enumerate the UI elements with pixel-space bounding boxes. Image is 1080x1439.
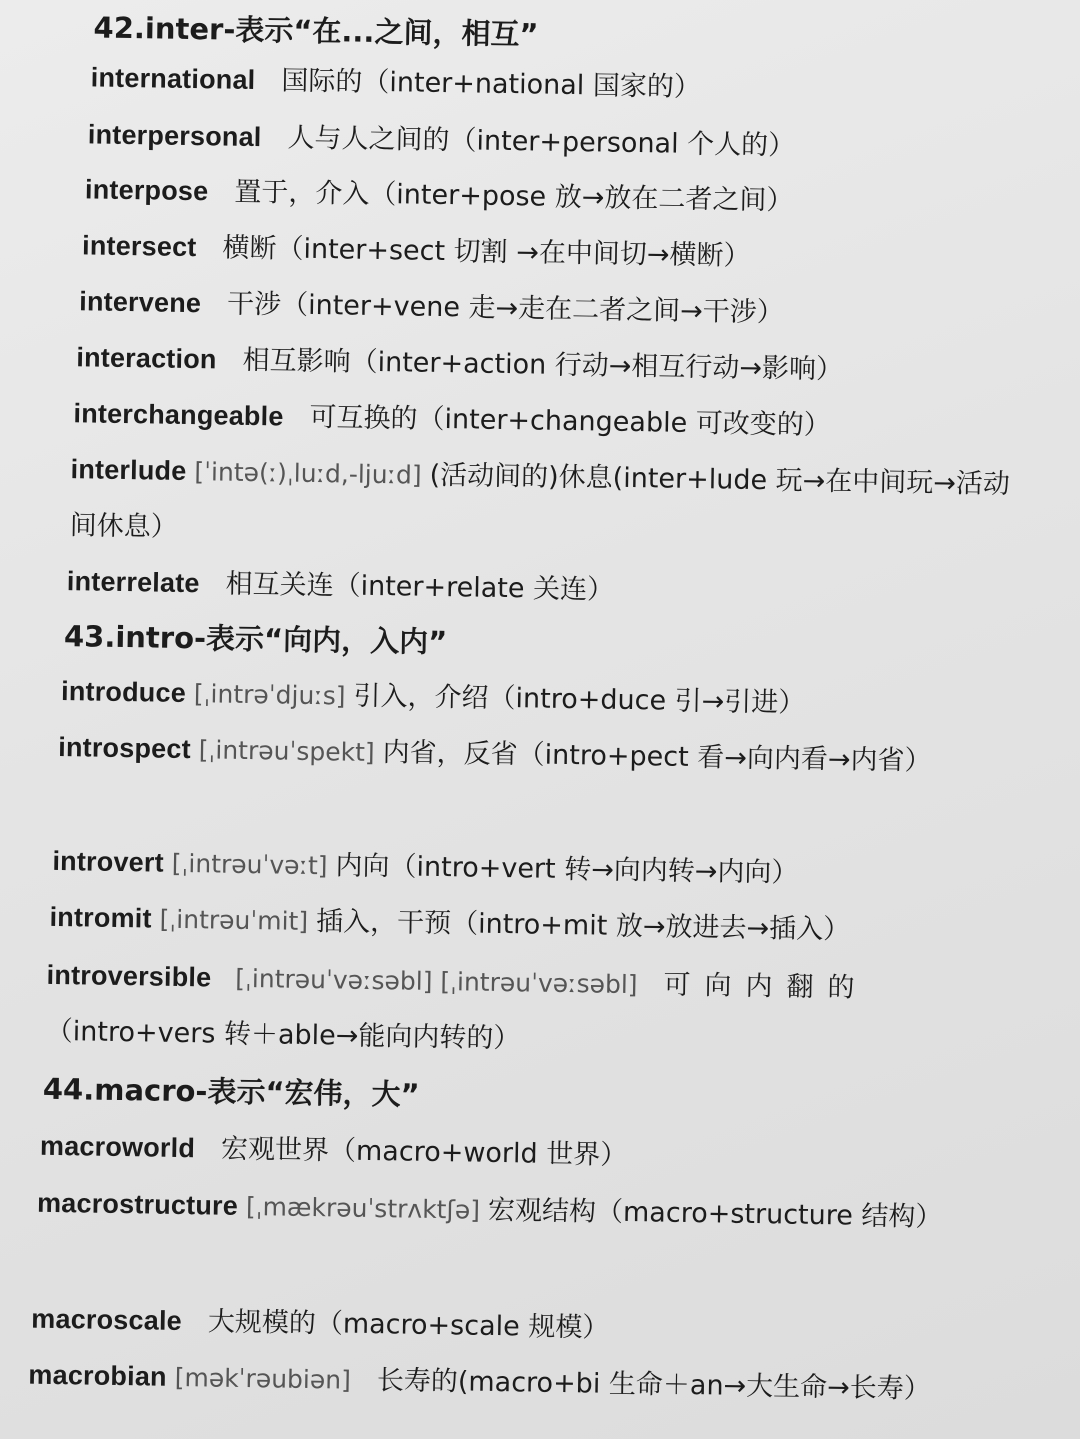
entry-word: introvert bbox=[52, 845, 165, 878]
entry-etymology: （intro+mit 放→放进去→插入） bbox=[450, 908, 851, 946]
entry-phonetic: [ˈintə(ː)ˌluːd,-ljuːd] bbox=[194, 457, 422, 490]
entry-phonetic: [ˌintrəuˈvəːsəbl] [ˌintrəuˈvəːsəbl] bbox=[235, 963, 638, 1000]
entry-definition: 宏观世界 bbox=[220, 1133, 330, 1167]
entry-word: introspect bbox=[58, 732, 192, 765]
entry-definition: 置于，介入 bbox=[234, 176, 370, 210]
entry-etymology: （macro+structure 结构） bbox=[595, 1196, 943, 1233]
entry-word: macroscale bbox=[31, 1303, 183, 1337]
entry-etymology: （macro+scale 规模） bbox=[315, 1308, 610, 1344]
entry-word: macroworld bbox=[39, 1130, 196, 1164]
entry-etymology: （inter+pose 放→放在二者之间） bbox=[369, 178, 794, 217]
entry-definition: 可互换的 bbox=[309, 401, 418, 435]
entry-definition: 干涉 bbox=[226, 288, 282, 321]
entry-etymology: （intro+pect 看→向内看→内省） bbox=[517, 739, 932, 777]
entry-word: interpose bbox=[84, 174, 209, 207]
entry-word: interrelate bbox=[66, 566, 200, 599]
entry-etymology: （intro+vers 转＋able→能向内转的） bbox=[45, 1015, 521, 1055]
section-heading-macro: 44.macro-表示“宏伟，大” bbox=[42, 1071, 420, 1112]
entry-definition: 长寿的 bbox=[376, 1365, 459, 1398]
entry-interrelate bbox=[66, 553, 614, 619]
entry-phonetic: [ˌintrəuˈmit] bbox=[159, 904, 309, 936]
section-heading-intro: 43.intro-表示“向内，入内” bbox=[63, 619, 448, 660]
entry-definition: 引入，介绍 bbox=[353, 680, 489, 714]
entry-interlude bbox=[69, 441, 1021, 569]
entry-phonetic: [ˌintrəˈdjuːs] bbox=[193, 679, 346, 711]
entry-word: interchangeable bbox=[73, 398, 284, 432]
entry-word: interlude bbox=[70, 454, 187, 486]
entry-word: intersect bbox=[81, 230, 197, 263]
entry-word: intromit bbox=[49, 901, 152, 934]
entry-word: introversible bbox=[46, 959, 212, 993]
entry-etymology: （inter+sect 切割 →在中间切→横断） bbox=[276, 233, 751, 272]
entry-definition: 国际的 bbox=[281, 65, 363, 98]
entry-macroworld bbox=[40, 1118, 628, 1184]
entry-definition: 相互关连 bbox=[225, 568, 334, 602]
entry-etymology: （inter+changeable 可改变的） bbox=[417, 403, 832, 442]
entry-definition: 可向内翻的 bbox=[663, 969, 869, 1004]
entry-phonetic: [ˌintrəuˈvəːt] bbox=[171, 848, 328, 881]
entry-etymology: （inter+relate 关连） bbox=[333, 570, 615, 606]
entry-word: introduce bbox=[60, 676, 187, 709]
entry-etymology: （inter+national 国家的） bbox=[362, 66, 702, 104]
entry-definition: 内省，反省 bbox=[382, 737, 518, 771]
entry-phonetic: [məkˈrəubiən] bbox=[174, 1362, 352, 1395]
entry-phonetic: [ˌintrəuˈspekt] bbox=[198, 735, 375, 767]
entry-definition: (活动间的)休息 bbox=[429, 459, 613, 494]
entry-etymology: （intro+vert 转→向内转→内向） bbox=[389, 851, 799, 889]
entry-etymology: （inter+action 行动→相互行动→影响） bbox=[350, 346, 844, 386]
entry-etymology: （macro+world 世界） bbox=[328, 1135, 628, 1171]
entry-introversible bbox=[45, 947, 1017, 1075]
entry-definition: 横断 bbox=[222, 232, 277, 265]
entry-international bbox=[90, 49, 701, 116]
entry-etymology: （inter+vene 走→走在二者之间→干涉） bbox=[280, 289, 784, 329]
entry-definition: 大规模的 bbox=[207, 1306, 317, 1340]
entry-word: macrobian bbox=[28, 1359, 167, 1392]
entry-word: intervene bbox=[79, 286, 202, 319]
entry-etymology: （intro+duce 引→引进） bbox=[488, 682, 806, 719]
entry-word: interpersonal bbox=[87, 119, 262, 153]
entry-macrostructure bbox=[37, 1175, 1013, 1247]
entry-word: interaction bbox=[76, 342, 217, 375]
entry-macroscale bbox=[31, 1291, 610, 1357]
entry-word: international bbox=[90, 62, 256, 96]
entry-phonetic: [ˌmækrəuˈstrʌktʃə] bbox=[245, 1192, 481, 1225]
entry-definition: 人与人之间的 bbox=[287, 122, 450, 157]
entry-word: macrostructure bbox=[36, 1187, 239, 1221]
entry-etymology: (inter+lude 玩→在中间玩→活动间休息） bbox=[69, 462, 1011, 543]
entry-macrobian bbox=[28, 1347, 1009, 1419]
entry-definition: 宏观结构 bbox=[487, 1194, 597, 1228]
entry-etymology: （inter+personal 个人的） bbox=[449, 125, 796, 162]
entry-etymology: (macro+bi 生命＋an→大生命→长寿） bbox=[457, 1366, 932, 1405]
entry-introspect bbox=[58, 719, 1019, 791]
entry-definition: 相互影响 bbox=[242, 344, 351, 378]
entry-definition: 插入，干预 bbox=[315, 906, 452, 940]
section-heading-inter: 42.inter-表示“在...之间，相互” bbox=[93, 10, 539, 52]
entry-definition: 内向 bbox=[335, 850, 390, 883]
